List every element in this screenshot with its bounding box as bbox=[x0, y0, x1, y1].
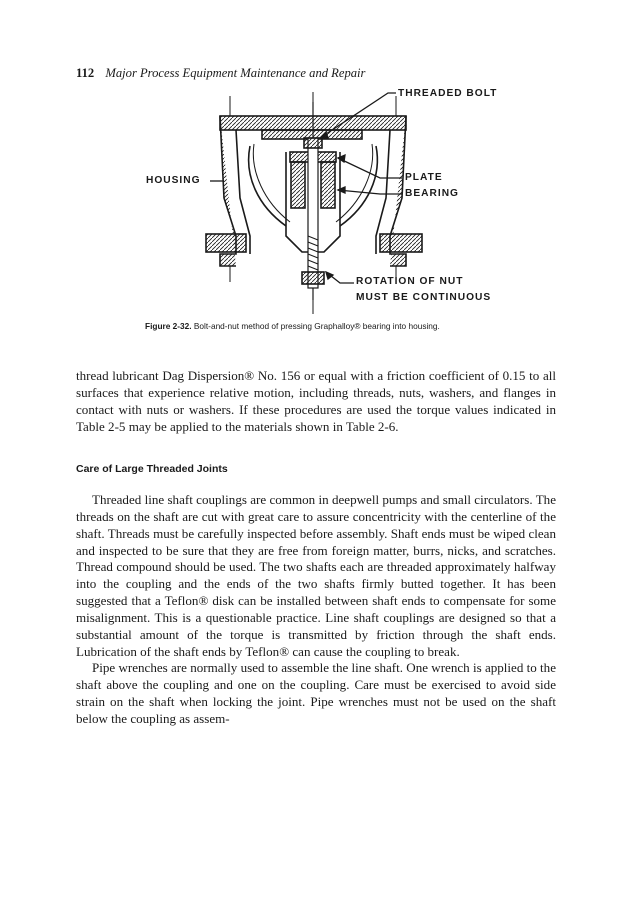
label-threaded-bolt: THREADED BOLT bbox=[398, 88, 498, 99]
section-subheading: Care of Large Threaded Joints bbox=[76, 463, 228, 475]
right-flange bbox=[380, 234, 422, 252]
label-plate: PLATE bbox=[405, 172, 443, 183]
bearing-left bbox=[291, 162, 305, 208]
label-rotation-line2: MUST BE CONTINUOUS bbox=[356, 292, 492, 303]
body-paragraphs-block bbox=[76, 492, 556, 728]
label-bearing: BEARING bbox=[405, 188, 459, 199]
body-paragraph-2: Threaded line shaft couplings are common in deepwell pumps and small circulators. The threads on the shaft are cut with great care to assure concentricity with the centerline of the shaft. Threads must be carefully inspected before assembly. Shaft ends must be wiped clean and inspected to be sure that they are free from foreign matter, burrs, nicks, and scratches. Thread compound should be used. The two shafts each are threaded approximately halfway into the coupling and the ends of the two shafts firmly butted together. It has been suggested that a Teflon® disk can be installed between shaft ends to compensate for some misalignment. This is a questionable practice. Line shaft couplings are designed so that a substantial amount of the torque is transmitted by friction through the shaft ends. Lubrication of the shaft ends by Teflon® can cause the coupling to break. bbox=[76, 492, 556, 659]
label-rotation-line1: ROTATION OF NUT bbox=[356, 276, 464, 287]
body-paragraph-1-block bbox=[76, 368, 556, 435]
body-paragraph-1: thread lubricant Dag Dispersion® No. 156 or equal with a friction coefficient of 0.15 to all surfaces that experience relative motion, including threads, nuts, washers, and flanges in contact with nuts or washers. If these procedures are used the torque values indicated in Table 2-5 may be applied to the materials shown in Table 2-6. bbox=[76, 368, 556, 434]
book-title: Major Process Equipment Maintenance and Repair bbox=[105, 66, 366, 80]
label-housing: HOUSING bbox=[146, 175, 201, 186]
bearing-press-diagram bbox=[140, 86, 540, 318]
left-flange bbox=[206, 234, 246, 252]
bearing-right bbox=[321, 162, 335, 208]
page-header bbox=[76, 66, 365, 81]
page-number: 112 bbox=[76, 66, 95, 80]
nut bbox=[302, 272, 324, 284]
figure-caption bbox=[145, 321, 440, 331]
figure-number: Figure 2-32. bbox=[145, 321, 192, 331]
body-paragraph-3: Pipe wrenches are normally used to assemble the line shaft. One wrench is applied to the shaft above the coupling and one on the coupling. Care must be exercised to avoid side strain on the shaft when locking the joint. Pipe wrenches must not be used on the shaft below the coupling as assem- bbox=[76, 660, 556, 726]
figure-caption-text: Bolt-and-nut method of pressing Graphalloy® bearing into housing. bbox=[193, 321, 440, 331]
